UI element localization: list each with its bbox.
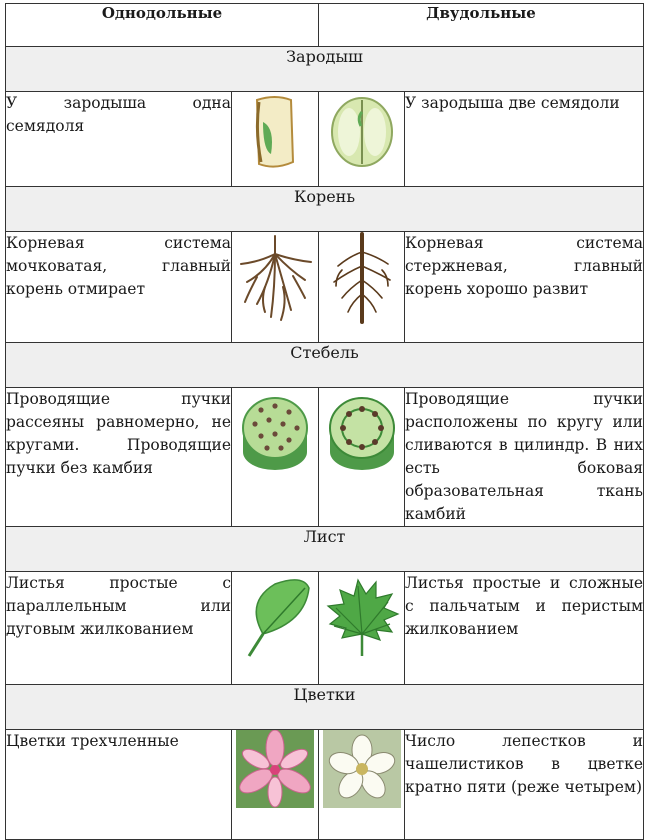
dicot-embryo-text: У зародыша две семядоли (405, 92, 644, 187)
taproot-icon (322, 232, 402, 327)
dicot-embryo-image (319, 92, 405, 187)
monocot-stem-image (232, 388, 319, 527)
palmate-leaf-icon (322, 572, 402, 662)
monocot-leaf-image (232, 572, 319, 685)
monocot-root-image (232, 232, 319, 343)
dicot-flower-text: Число лепестков и чашелистиков в цветке кратно пяти (реже четырем) (405, 730, 644, 840)
dicot-header: Двудольные (319, 4, 644, 47)
monocot-leaf-text: Листья простые с параллельным или дуговым жилкованием (6, 572, 232, 685)
monocot-dicot-table (5, 3, 644, 840)
section-row-leaf (6, 527, 644, 572)
monocot-flower-text: Цветки трехчленные (6, 730, 232, 840)
fibrous-root-icon (235, 232, 315, 327)
monocot-seed-icon (245, 92, 305, 172)
three-part-flower-icon (236, 730, 314, 808)
table-row (6, 388, 644, 527)
table-row (6, 92, 644, 187)
dicot-leaf-text: Листья простые и сложные с пальчатым и перистым жилкованием (405, 572, 644, 685)
section-title-flower: Цветки (6, 685, 644, 730)
table-row (6, 232, 644, 343)
section-row-stem (6, 343, 644, 388)
section-row-root (6, 187, 644, 232)
section-title-embryo: Зародыш (6, 47, 644, 92)
table-row (6, 730, 644, 840)
monocot-stem-text: Проводящие пучки рассеяны равномерно, не кругами. Проводящие пучки без камбия (6, 388, 232, 527)
dicot-stem-image (319, 388, 405, 527)
simple-leaf-icon (235, 572, 315, 662)
monocot-root-text: Корневая система мочковатая, главный корень отмирает (6, 232, 232, 343)
section-title-stem: Стебель (6, 343, 644, 388)
section-row-flower (6, 685, 644, 730)
dicot-root-text: Корневая система стержневая, главный корень хорошо развит (405, 232, 644, 343)
five-part-flower-icon (323, 730, 401, 808)
ring-bundles-icon (324, 388, 400, 478)
dicot-leaf-image (319, 572, 405, 685)
header-row (6, 4, 644, 47)
table-row (6, 572, 644, 685)
monocot-embryo-image (232, 92, 319, 187)
section-title-leaf: Лист (6, 527, 644, 572)
dicot-stem-text: Проводящие пучки расположены по кругу или сливаются в цилиндр. В них есть боковая образовательная ткань камбий (405, 388, 644, 527)
monocot-header: Однодольные (6, 4, 319, 47)
dicot-seed-icon (327, 92, 397, 172)
dicot-root-image (319, 232, 405, 343)
monocot-embryo-text: У зародыша одна семядоля (6, 92, 232, 187)
section-title-root: Корень (6, 187, 644, 232)
monocot-flower-image (232, 730, 319, 840)
dicot-flower-image (319, 730, 405, 840)
section-row-embryo (6, 47, 644, 92)
scattered-bundles-icon (237, 388, 313, 478)
